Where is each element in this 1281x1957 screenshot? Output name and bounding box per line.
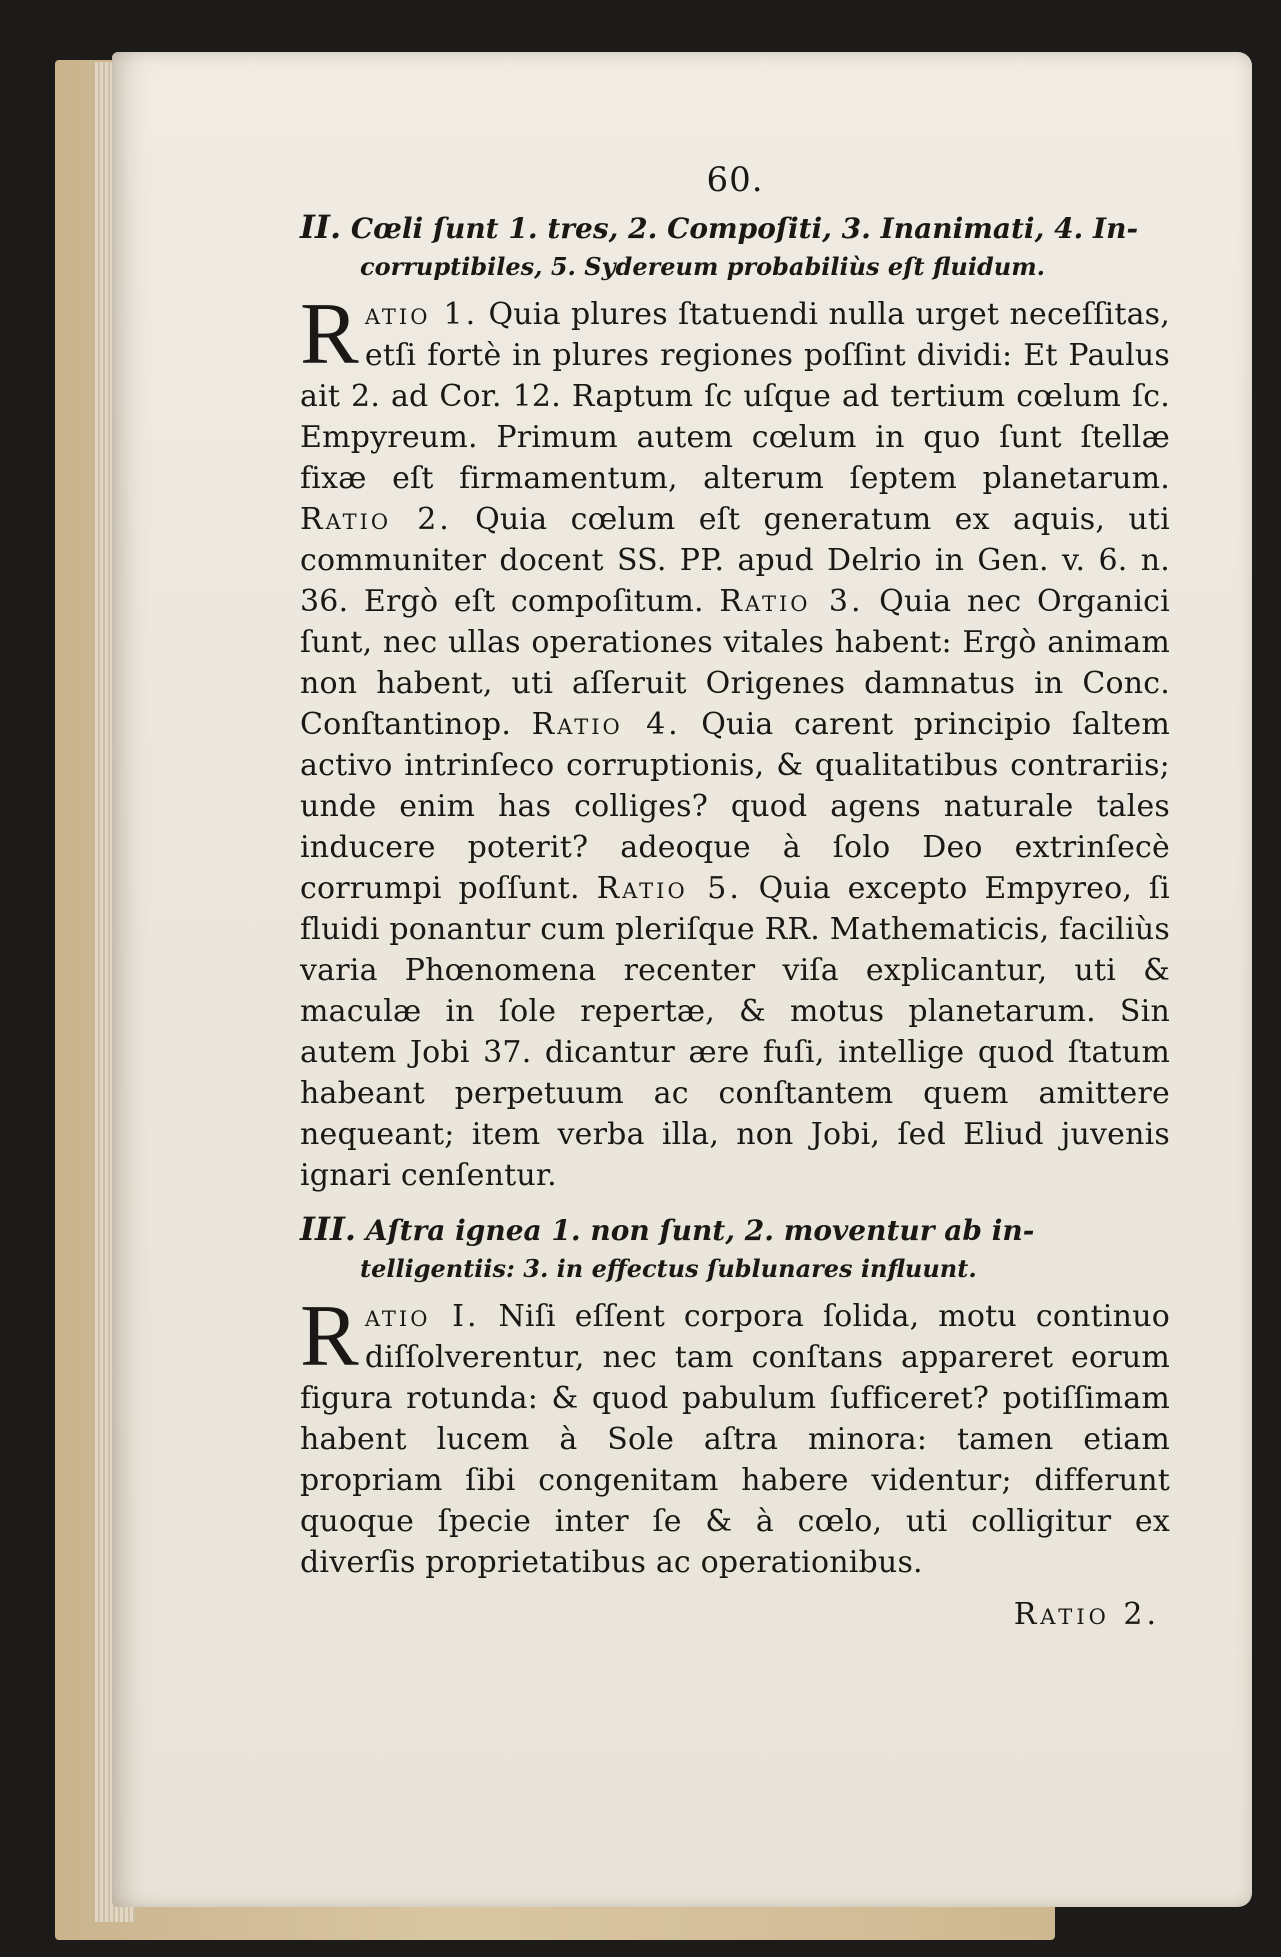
section-ii-body [300,286,1170,1196]
ratio-text: Quia plures ſtatuendi nulla urget neceſſitas, etſi fortè in plures regiones poſſint dividi: Et Paulus ait 2. ad Cor. 12. Raptum ſc uſque ad tertium cœlum ſc. Empyreum. Primum autem cœlum in quo ſunt ſtellæ fixæ eſt firmamentum, alterum ſeptem planetarum. [300,297,1170,496]
drop-cap: R [300,1288,359,1385]
section-ii-number: II. [300,208,342,246]
section-iii-title-cont: telligentiis: 3. in effectus ſublunares influunt. [360,1254,977,1283]
catchword-text: Ratio 2. [1013,1597,1160,1632]
ratio-label: atio I. [364,1299,480,1334]
section-iii-heading [300,1210,1170,1288]
ratio-text: Quia excepto Empyreo, ſi fluidi ponantur cum pleriſque RR. Mathematicis, faciliùs varia Phœnomena recenter viſa explicantur, uti & maculæ in ſole repertæ, & motus planetarum. Sin autem Jobi 37. dicantur ære fuſi, intellige quod ſtatum habeant perpetuum ac conſtantem quem amittere nequeant; item verba illa, non Jobi, ſed Eliud juvenis ignari cenſentur. [300,871,1170,1193]
ratio-text: Quia cœlum eſt generatum ex aquis, uti communiter docent SS. PP. apud Delrio in Gen. v. 6. n. 36. Ergò eſt compoſitum. [300,502,1170,619]
section-iii-number: III. [300,1210,357,1248]
page-text-block [300,160,1170,1632]
ratio-label: Ratio 4. [531,707,681,742]
section-ii-heading [300,208,1170,286]
section-ii-title: Cœli ſunt 1. tres, 2. Compoſiti, 3. Inanimati, 4. In- [350,212,1139,245]
ratio-label: Ratio 2. [300,502,452,537]
ratio-label: Ratio 5. [596,871,742,906]
section-iii-title: Aſtra ignea 1. non ſunt, 2. moventur ab in- [365,1214,1035,1247]
ratio-text: Niſi eſſent corpora ſolida, motu continuo diſſolverentur, nec tam conſtans appareret eorum figura rotunda: & quod pabulum ſufficeret? potiſſimam habent lucem à Sole aſtra minora: tamen etiam propriam ſibi congenitam habere videntur; differunt quoque ſpecie inter ſe & à cœlo, uti colligitur ex diverſis proprietatibus ac operationibus. [300,1299,1170,1580]
page-number: 60. [706,160,764,200]
ratio-label: atio 1. [364,297,479,332]
ratio-text: Quia carent principio ſaltem activo intrinſeco corruptionis, & qualitatibus contrariis; unde enim has colliges? quod agens naturale tales inducere poterit? adeoque à ſolo Deo extrinſecè corrumpi poſſunt. [300,707,1170,906]
drop-cap: R [300,286,359,383]
section-iii-body [300,1288,1170,1583]
section-ii-title-cont: corruptibiles, 5. Sydereum probabiliùs eſt fluidum. [360,252,1045,281]
ratio-label: Ratio 3. [719,584,864,619]
catchword [300,1597,1170,1632]
ratio-text: Quia nec Organici ſunt, nec ullas operationes vitales habent: Ergò animam non habent, uti aſſeruit Origenes damnatus in Conc. Conſtantinop. [300,584,1170,742]
